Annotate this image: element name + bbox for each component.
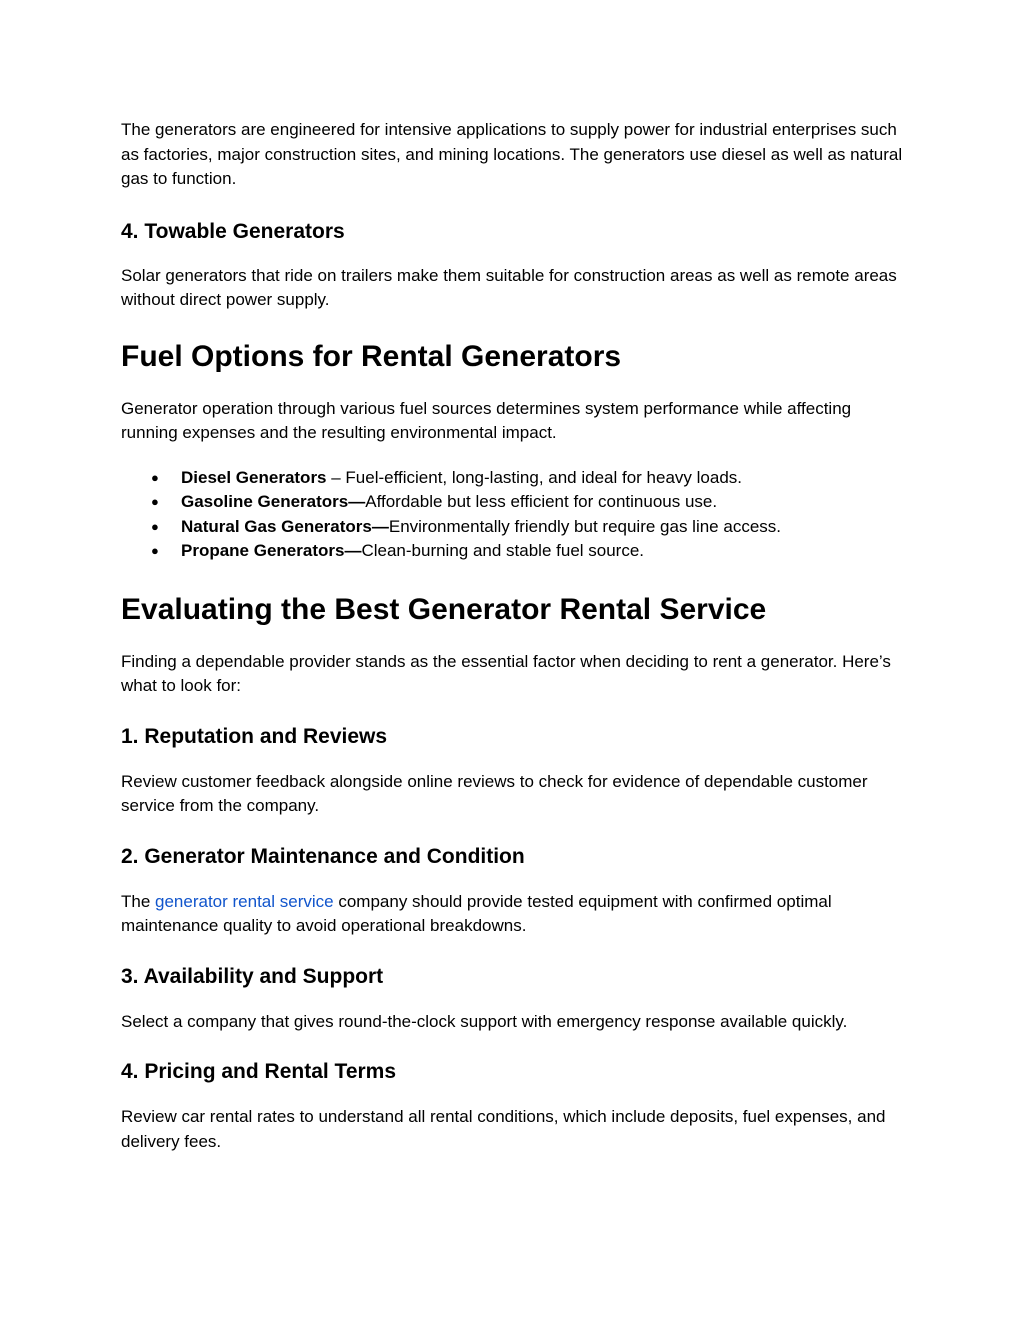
document-content [121,118,906,1154]
list-item [121,490,906,515]
maintenance-text-before: The [121,891,151,911]
towable-paragraph: Solar generators that ride on trailers make them suitable for construction areas as well as remote areas without direct power supply. [121,265,897,309]
maintenance-text-after: company should provide tested equipment with confirmed optimal maintenance quality to avoid operational breakdowns. [121,891,832,935]
section-heading-towable: 4. Towable Generators [121,219,345,243]
list-item-term: Gasoline Generators— [181,492,366,511]
list-item-term: Propane Generators— [181,541,362,560]
list-item [121,515,906,540]
bullet-icon: ● [151,543,159,558]
section-heading-maintenance: 2. Generator Maintenance and Condition [121,844,525,868]
intro-paragraph: The generators are engineered for intensive applications to supply power for industrial enterprises such as factories, major construction sites, and mining locations. The generators use diesel as well as natural gas to function. [121,120,903,188]
maintenance-paragraph [121,890,906,939]
evaluating-paragraph: Finding a dependable provider stands as the essential factor when deciding to rent a generator. Here’s what to look for: [121,651,891,695]
list-item [121,466,906,491]
pricing-paragraph: Review car rental rates to understand all rental conditions, which include deposits, fuel expenses, and delivery fees. [121,1107,886,1151]
list-item-term: Diesel Generators [181,467,327,487]
reputation-paragraph: Review customer feedback alongside online reviews to check for evidence of dependable customer service from the company. [121,771,868,815]
section-heading-pricing: 4. Pricing and Rental Terms [121,1060,397,1083]
bullet-icon: ● [151,518,159,534]
generator-rental-service-link[interactable]: generator rental service [150,891,334,911]
list-item-term: Natural Gas Generators— [181,516,389,536]
heading-evaluating: Evaluating the Best Generator Rental Service [121,592,767,626]
list-item-desc: Environmentally friendly but require gas line access. [388,516,781,536]
fuel-options-list [121,466,906,564]
heading-fuel-options: Fuel Options for Rental Generators [121,339,622,373]
list-item-desc: Clean-burning and stable fuel source. [361,541,645,560]
list-item [121,539,906,564]
fuel-options-paragraph: Generator operation through various fuel sources determines system performance while affecting running expenses and the resulting environmental impact. [121,398,852,442]
list-item-desc: – Fuel-efficient, long-lasting, and ideal for heavy loads. [326,467,743,487]
section-heading-reputation: 1. Reputation and Reviews [121,724,388,748]
bullet-icon: ● [151,469,159,485]
availability-paragraph: Select a company that gives round-the-clock support with emergency response available quickly. [121,1011,848,1031]
bullet-icon: ● [151,494,159,509]
section-heading-availability: 3. Availability and Support [121,964,384,988]
list-item-desc: Affordable but less efficient for continuous use. [365,492,718,511]
